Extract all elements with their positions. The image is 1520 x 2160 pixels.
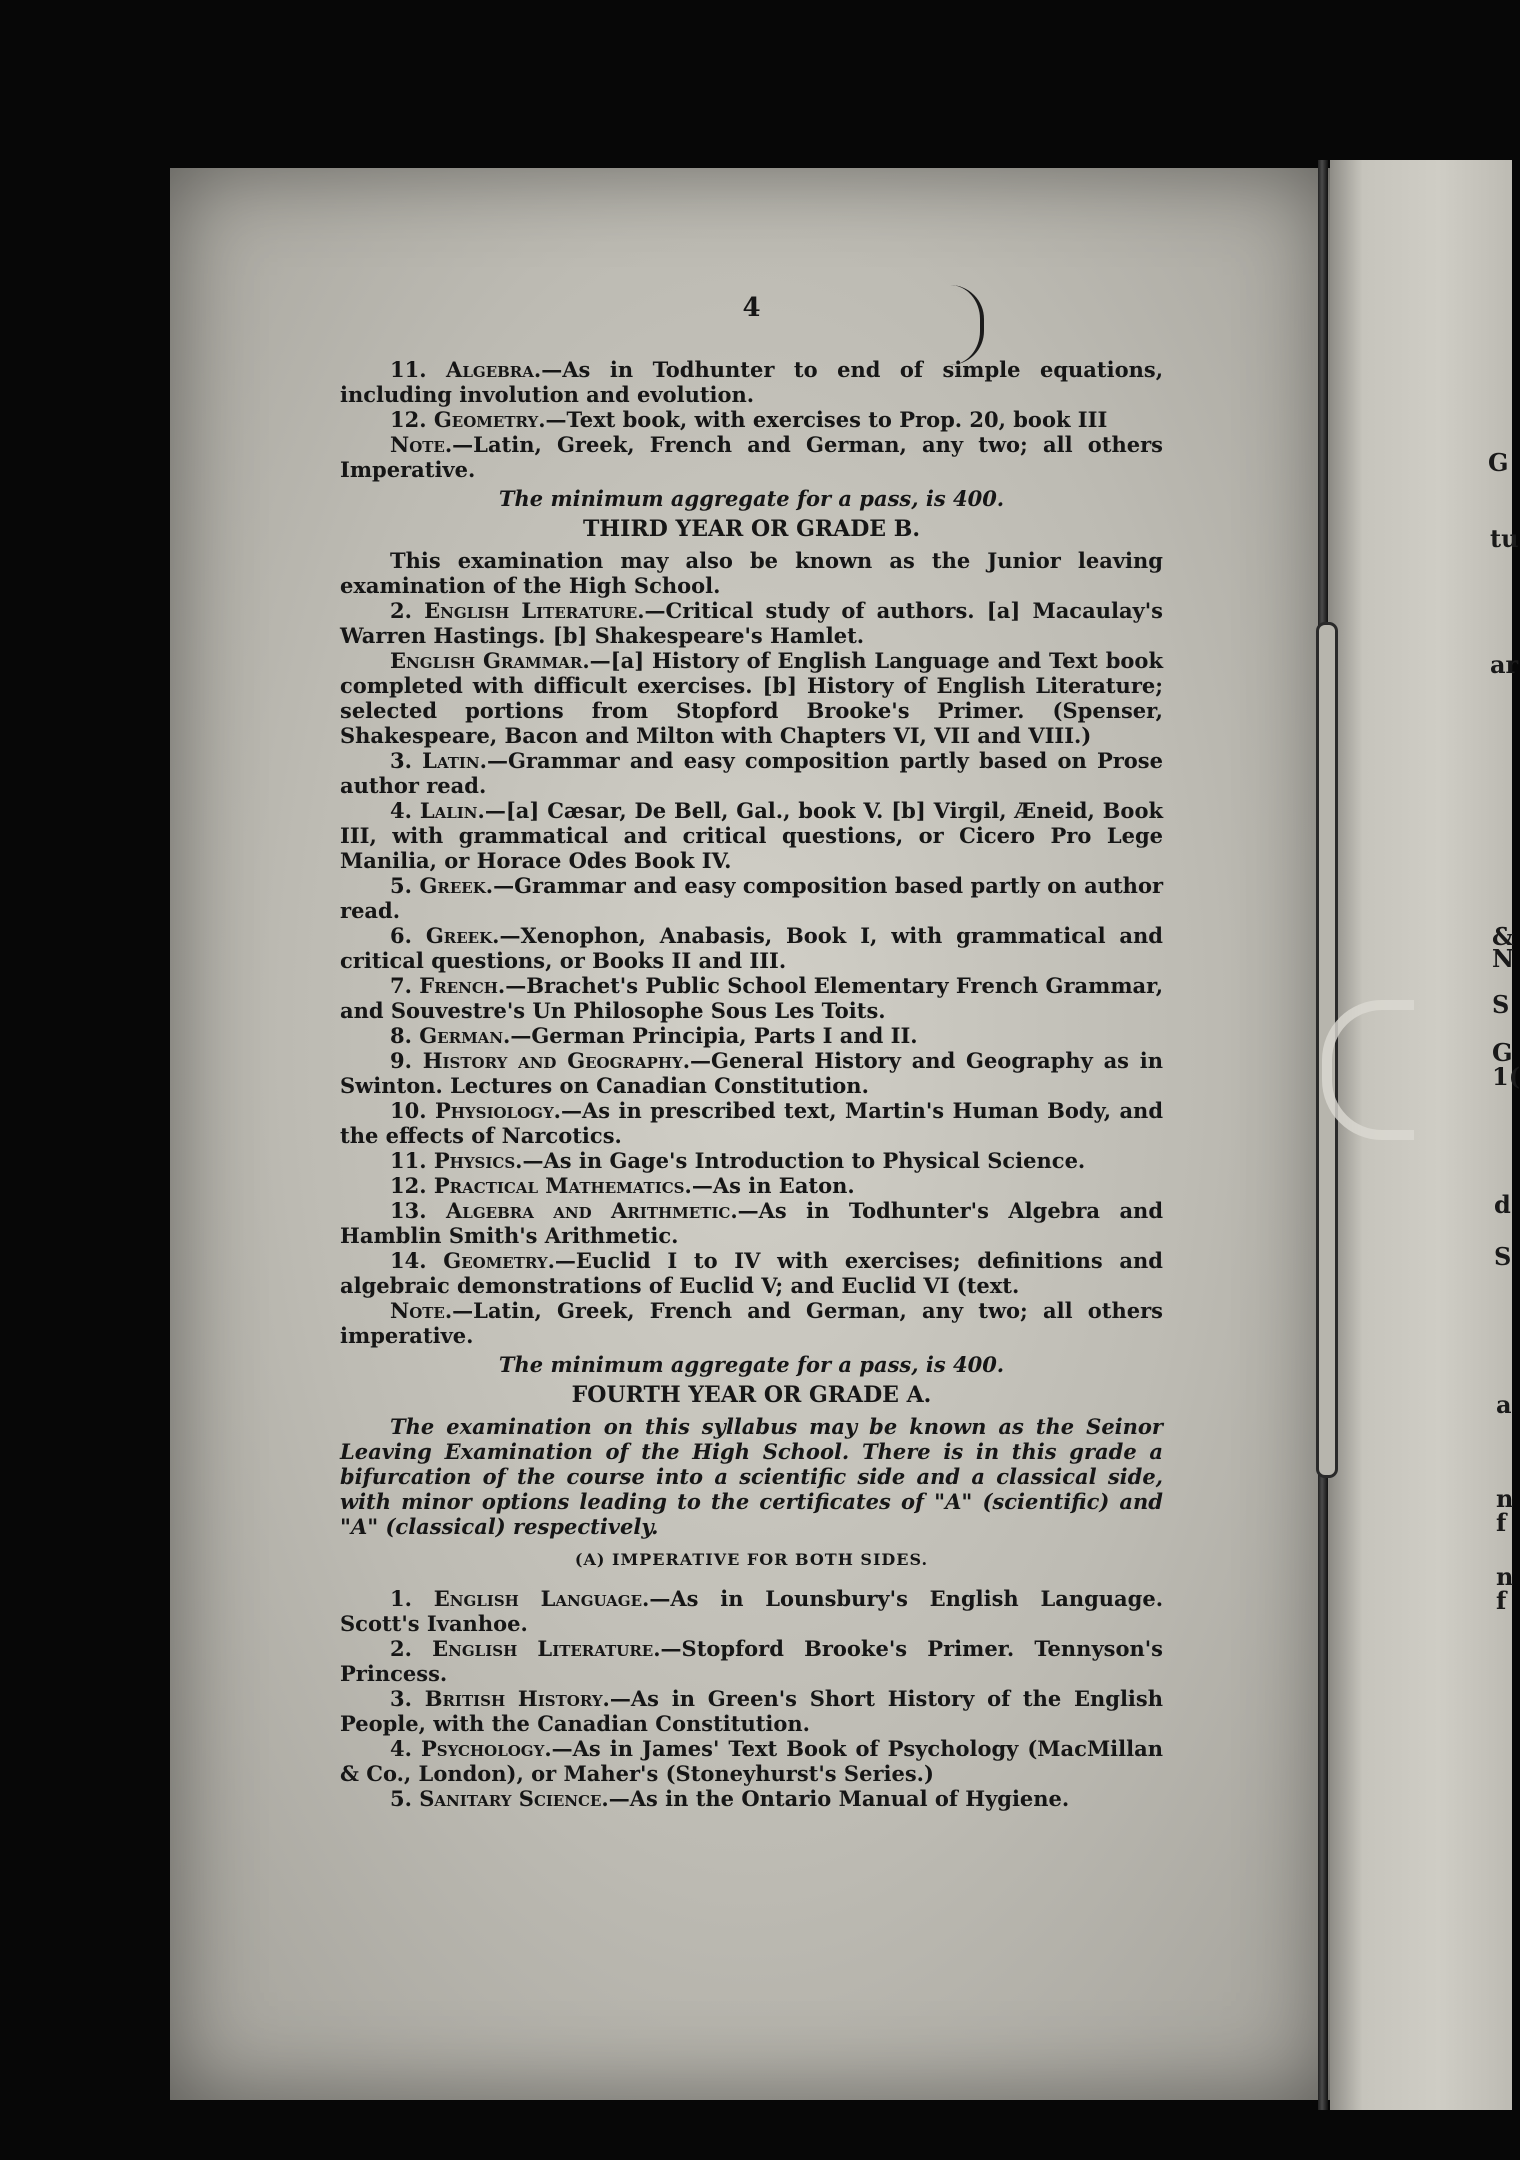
list-item: 12. Geometry.—Text book, with exercises to Prop. 20, book III (390, 407, 1108, 432)
edge-letter: 1( (1492, 1062, 1520, 1091)
edge-letter: f (1496, 1586, 1507, 1615)
edge-letter: G (1488, 448, 1509, 477)
list-item: 11. Algebra.—As in Todhunter to end of simple equations, including involution and evolution. (340, 357, 1164, 407)
list-item: 13. Algebra and Arithmetic.—As in Todhunter's Algebra and Hamblin Smith's Arithmetic. (340, 1198, 1164, 1248)
edge-letter: n (1496, 1562, 1514, 1591)
list-item: English Grammar.—[a] History of English Language and Text book completed with difficult exercises. [b] History of English Literature; selected portions from Stopford Brooke's Primer. (Spenser, Shakespeare, Bacon and Milton with Chapters VI, VII and VIII.) (340, 648, 1163, 748)
list-item: 3. British History.—As in Green's Short History of the English People, with the Canadian Constitution. (340, 1686, 1163, 1736)
binding-clip (1322, 1000, 1414, 1140)
grade-a-items (340, 1586, 1163, 1811)
minimum-note: The minimum aggregate for a pass, is 400. (498, 486, 1005, 511)
list-item: 14. Geometry.—Euclid I to IV with exercises; definitions and algebraic demonstrations of Euclid V; and Euclid VI (text. (340, 1248, 1163, 1298)
section-heading-grade-a: FOURTH YEAR OR GRADE A. (571, 1382, 932, 1408)
edge-letter: d (1494, 1190, 1511, 1219)
edge-letter: a (1496, 1390, 1512, 1419)
list-item: 4. Psychology.—As in James' Text Book of Psychology (MacMillan & Co., London), or Maher's (Stoneyhurst's Series.) (340, 1736, 1163, 1786)
list-item: 2. English Literature.—Critical study of authors. [a] Macaulay's Warren Hastings. [b] Shakespeare's Hamlet. (340, 598, 1164, 648)
list-item: 7. French.—Brachet's Public School Elementary French Grammar, and Souvestre's Un Philosophe Sous Les Toits. (340, 973, 1164, 1023)
section-heading-grade-b: THIRD YEAR OR GRADE B. (583, 516, 920, 542)
list-item: 9. History and Geography.—General History and Geography as in Swinton. Lectures on Canadian Constitution. (340, 1048, 1163, 1098)
edge-letter: S (1494, 1242, 1512, 1271)
edge-letter: tu (1490, 524, 1519, 553)
list-item: 12. Practical Mathematics.—As in Eaton. (390, 1173, 855, 1198)
list-item: 10. Physiology.—As in prescribed text, Martin's Human Body, and the effects of Narcotics. (340, 1098, 1163, 1148)
edge-letter: & (1492, 922, 1514, 951)
list-item: 8. German.—German Principia, Parts I and II. (390, 1023, 918, 1048)
page-number: 4 (742, 293, 761, 323)
edge-letter: S (1492, 990, 1510, 1019)
list-item: 6. Greek.—Xenophon, Anabasis, Book I, with grammatical and critical questions, or Books II and III. (340, 923, 1163, 973)
edge-letter: n (1496, 1484, 1514, 1513)
section-intro: This examination may also be known as the Junior leaving examination of the High School. (340, 548, 1163, 598)
list-item: Note.—Latin, Greek, French and German, any two; all others Imperative. (340, 432, 1163, 482)
list-item: 3. Latin.—Grammar and easy composition partly based on Prose author read. (340, 748, 1163, 798)
subheading: (A) IMPERATIVE FOR BOTH SIDES. (574, 1550, 929, 1569)
list-item: 11. Physics.—As in Gage's Introduction to Physical Science. (390, 1148, 1086, 1173)
list-item: 5. Greek.—Grammar and easy composition based partly on author read. (340, 873, 1164, 923)
edge-letter: G (1492, 1038, 1513, 1067)
section-intro: The examination on this syllabus may be known as the Seinor Leaving Examination of the High School. There is in this grade a bifurcation of the course into a scientific side and a classical side, with minor options leading to the certificates of "A" (scientific) and "A" (classical) respectively. (340, 1414, 1163, 1539)
edge-letter: N (1492, 944, 1514, 973)
edge-letter: f (1496, 1508, 1507, 1537)
page-text (340, 293, 1164, 1811)
list-item: 4. Lalin.—[a] Cæsar, De Bell, Gal., book V. [b] Virgil, Æneid, Book III, with grammatical and critical questions, or Cicero Pro Lege Manilia, or Horace Odes Book IV. (340, 798, 1163, 873)
top-items (340, 357, 1163, 482)
list-item: Note.—Latin, Greek, French and German, any two; all others imperative. (340, 1298, 1163, 1348)
edge-letter: ar (1490, 650, 1519, 679)
list-item: 5. Sanitary Science.—As in the Ontario Manual of Hygiene. (390, 1786, 1070, 1811)
grade-b-items (340, 598, 1163, 1348)
minimum-note: The minimum aggregate for a pass, is 400. (498, 1352, 1005, 1377)
list-item: 1. English Language.—As in Lounsbury's English Language. Scott's Ivanhoe. (340, 1586, 1164, 1636)
list-item: 2. English Literature.—Stopford Brooke's Primer. Tennyson's Princess. (340, 1636, 1163, 1686)
